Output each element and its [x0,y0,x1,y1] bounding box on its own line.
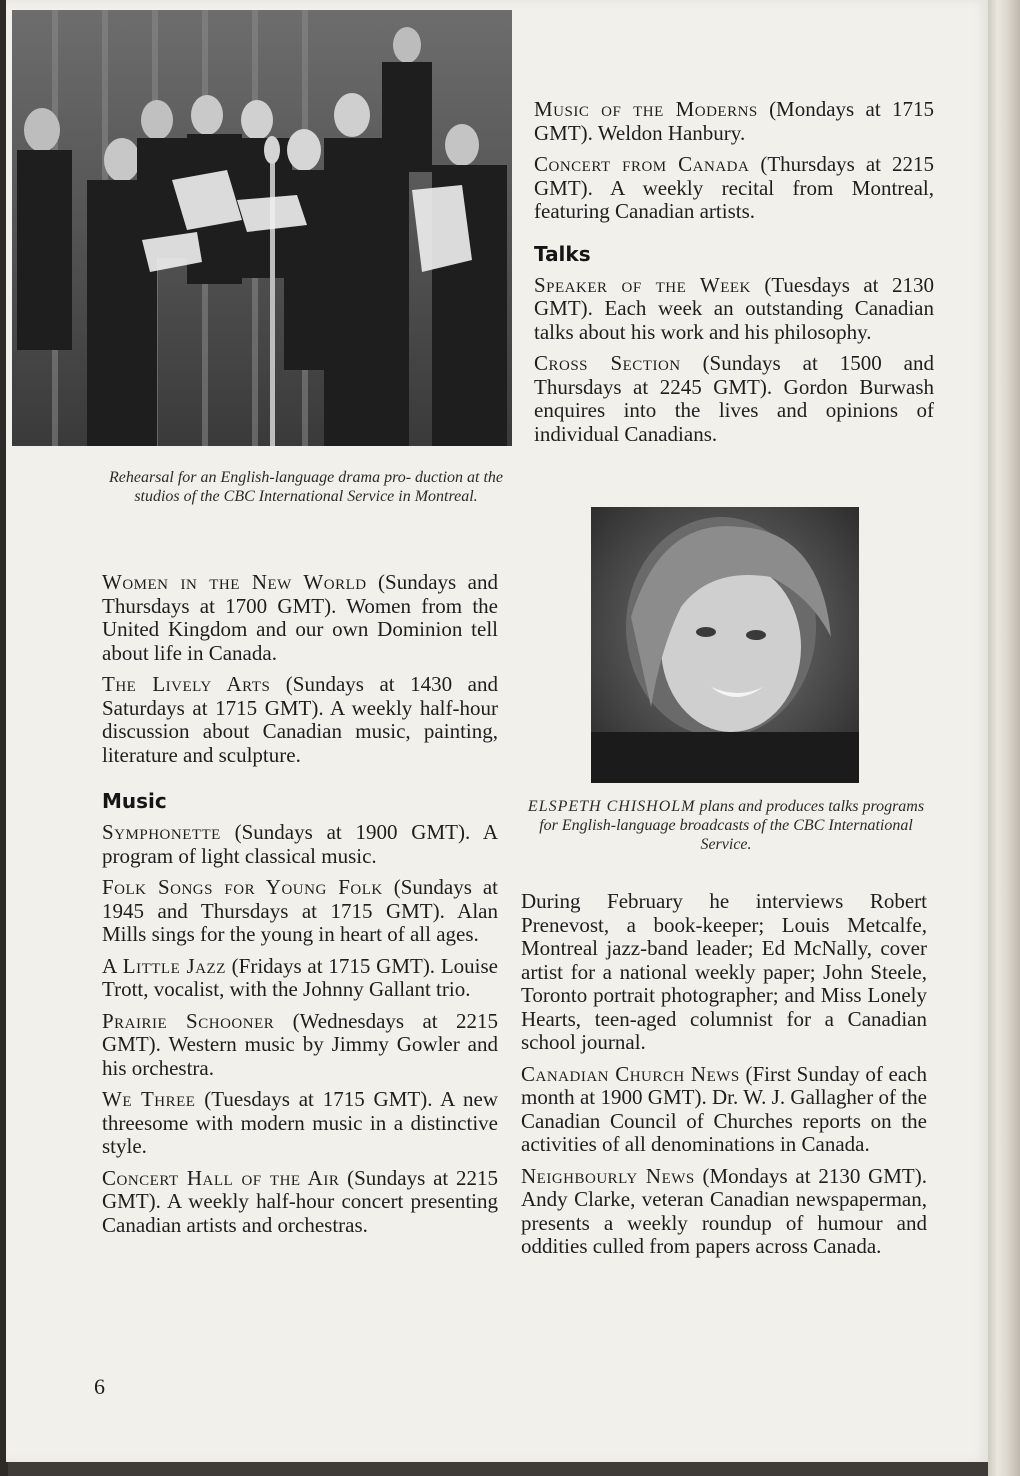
program-title: Folk Songs for Young Folk [102,875,383,899]
portrait-photo-caption [521,797,931,854]
program-title: Prairie Schooner [102,1008,275,1033]
program-entry [102,955,498,1002]
program-title: A Little Jazz [102,953,226,978]
program-entry [102,1088,498,1159]
program-title: Cross Section [534,351,681,375]
page-number: 6 [94,1374,105,1399]
program-title: Music of the Moderns [534,97,758,121]
program-title: Concert from Canada [534,152,750,176]
program-entry [534,98,934,145]
program-description: (Thursdays at 2215 GMT). A weekly recital from Montreal, featuring Canadian artists. [534,152,935,223]
right-column-bottom [521,890,927,1267]
program-description: (Sundays at 2215 GMT). A weekly half-hour concert presenting Canadian artists and orchestras. [102,1165,498,1237]
right-column-top [534,98,934,454]
program-title: Women in the New World [102,570,367,594]
program-entry [102,673,498,767]
program-description: (Tuesdays at 1715 GMT). A new threesome with modern music in a distinctive style. [102,1087,498,1158]
program-entry [521,1165,927,1259]
rehearsal-photo [12,10,512,446]
program-description: (Sundays at 1500 and Thursdays at 2245 GMT). Gordon Burwash enquires into the lives and opinions of individual Canadians. [534,351,934,446]
body-paragraph: During February he interviews Robert Prenevost, a book-keeper; Louis Metcalfe, Montreal jazz-band leader; Ed McNally, cover artist for a national weekly paper; John Steele, Toronto portrait photographer; and Miss Lonely Hearts, teen-aged columnist for a Canadian school journal. [521,889,927,1054]
program-title: Concert Hall of the Air [102,1165,340,1190]
adjacent-page-edge [988,0,1020,1476]
document-page [6,0,988,1462]
program-description: (Sundays at 1945 and Thursdays at 1715 GMT). Alan Mills sings for the young in heart of all ages. [102,875,498,946]
program-description: (Sundays at 1900 GMT). A program of light classical music. [102,820,498,868]
program-title: We Three [102,1087,196,1111]
program-description: (Fridays at 1715 GMT). Louise Trott, vocalist, with the Johnny Gallant trio. [102,953,498,1001]
left-column [102,571,498,1245]
program-description: (Sundays at 1430 and Saturdays at 1715 GMT). A weekly half-hour discussion about Canadian music, painting, literature and sculpture. [102,672,498,767]
section-heading-talks: Talks [534,241,591,266]
program-title: The Lively Arts [102,672,271,696]
program-entry [102,876,498,947]
program-entry [102,1167,498,1238]
program-entry [534,274,934,345]
program-description: (Sundays and Thursdays at 1700 GMT). Women from the United Kingdom and our own Dominion tell about life in Canada. [102,570,498,665]
program-entry [102,571,498,665]
portrait-photo [591,507,859,783]
program-entry [102,1010,498,1081]
program-title: Symphonette [102,820,221,844]
caption-person-name: ELSPETH CHISHOLM [527,798,696,815]
program-title: Speaker of the Week [534,272,751,297]
program-entry [534,352,934,446]
program-title: Canadian Church News [521,1061,740,1086]
caption-description: plans and produces talks programs for English-language broadcasts of the CBC International Service. [539,798,925,853]
program-description: (Tuesdays at 2130 GMT). Each week an outstanding Canadian talks about his work and his philosophy. [534,272,934,344]
program-description: (First Sunday of each month at 1900 GMT). Dr. W. J. Gallagher of the Canadian Council of Churches reports on the activities of all denominations in Canada. [521,1061,928,1156]
program-description: (Wednesdays at 2215 GMT). Western music by Jimmy Gowler and his orchestra. [102,1008,498,1080]
section-heading-music: Music [102,789,167,813]
program-description: (Mondays at 2130 GMT). Andy Clarke, veteran Canadian newspaperman, presents a weekly roundup of humour and oddities culled from papers across Canada. [521,1163,927,1258]
program-entry [102,821,498,868]
program-entry [534,153,934,224]
program-title: Neighbourly News [521,1163,695,1188]
program-description: (Mondays at 1715 GMT). Weldon Hanbury. [534,97,934,145]
program-entry [521,1063,927,1157]
rehearsal-photo-caption: Rehearsal for an English-language drama pro- duction at the studios of the CBC International Service in Montreal. [108,469,504,505]
